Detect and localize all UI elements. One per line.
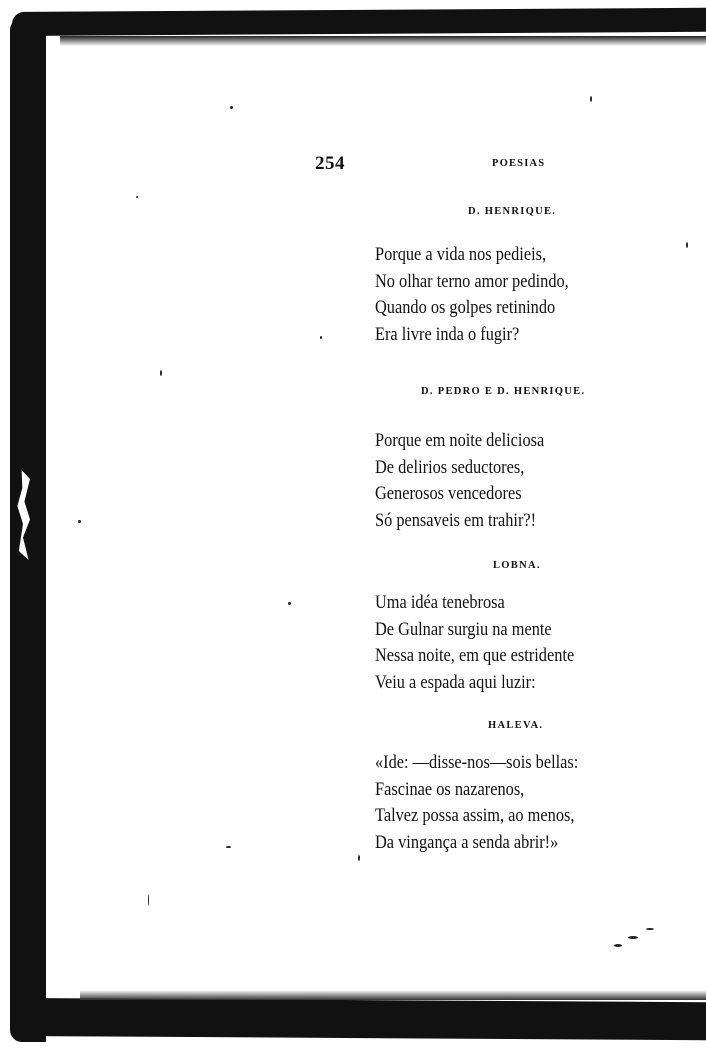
verse-line: Generosos vencedores: [375, 483, 522, 504]
scan-edge-bottom: [20, 998, 706, 1040]
scan-edge-bottom-shadow: [80, 990, 706, 1000]
scan-edge-top-shadow: [60, 36, 706, 46]
scan-speck: [160, 370, 162, 376]
page-number: 254: [315, 153, 345, 174]
verse-stanza: [375, 428, 572, 534]
scan-speck: [590, 96, 592, 102]
scan-speck: [320, 336, 322, 339]
verse-stanza: [375, 242, 600, 348]
verse-line: Quando os golpes retinindo: [375, 297, 556, 318]
scan-speck: [628, 936, 638, 939]
scan-edge-left: [10, 18, 46, 1042]
verse-line: Fascinae os nazarenos,: [375, 778, 525, 800]
speaker-heading: D. HENRIQUE.: [468, 206, 557, 217]
scan-speck: [288, 602, 291, 605]
scan-speck: [686, 242, 688, 248]
verse-line: Porque em noite deliciosa: [375, 430, 545, 451]
verse-line: De Gulnar surgiu na mente: [375, 618, 552, 640]
scan-speck: [148, 894, 149, 906]
scan-edge-top: [12, 8, 706, 36]
speaker-heading: LOBNA.: [493, 560, 541, 571]
speaker-heading: D. PEDRO E D. HENRIQUE.: [421, 386, 586, 397]
verse-line: Veiu a espada aqui luzir:: [375, 671, 536, 693]
scan-speck: [358, 855, 360, 861]
verse-line: Talvez possa assim, ao menos,: [375, 805, 575, 826]
verse-line: Uma idéa tenebrosa: [375, 592, 505, 613]
scan-speck: [136, 196, 138, 198]
scan-speck: [646, 928, 654, 930]
scan-speck: [614, 944, 622, 947]
verse-stanza: [375, 750, 611, 856]
verse-line: Nessa noite, em que estridente: [375, 645, 575, 666]
verse-line: «Ide: —disse-nos—sois bellas:: [375, 752, 579, 773]
verse-line: Da vingança a senda abrir!»: [375, 831, 559, 853]
scan-speck: [230, 106, 233, 109]
verse-line: De delirios seductores,: [375, 456, 525, 478]
verse-line: Era livre inda o fugir?: [375, 323, 520, 345]
verse-line: No olhar terno amor pedindo,: [375, 270, 569, 292]
verse-stanza: [375, 590, 607, 696]
running-head: POESIAS: [492, 158, 546, 169]
speaker-heading: HALEVA.: [488, 720, 544, 731]
verse-line: Só pensaveis em trahir?!: [375, 509, 537, 531]
verse-line: Porque a vida nos pedieis,: [375, 244, 547, 265]
scan-speck: [78, 520, 81, 523]
scan-speck: [226, 846, 231, 848]
